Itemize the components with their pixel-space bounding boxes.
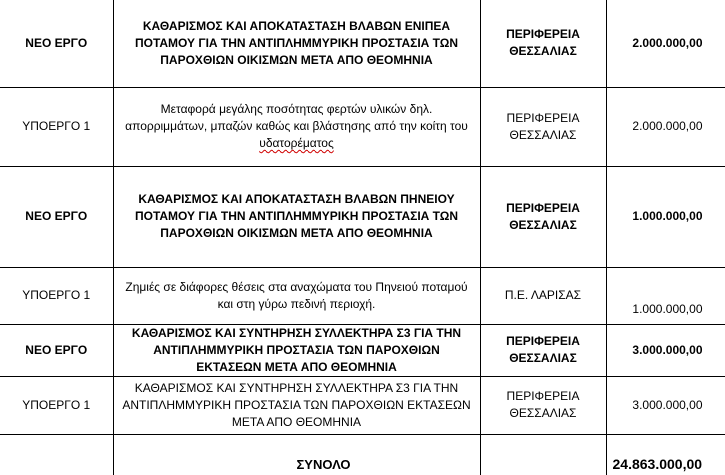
row-amount-cell: 3.000.000,00 <box>606 376 725 434</box>
table-row <box>0 267 725 324</box>
row-amount-cell: 2.000.000,00 <box>606 87 725 166</box>
row-authority-cell: ΠΕΡΙΦΕΡΕΙΑ ΘΕΣΣΑΛΙΑΣ <box>480 166 606 267</box>
table-row <box>0 376 725 434</box>
row-type-cell: ΥΠΟΕΡΓΟ 1 <box>0 87 113 166</box>
table-row <box>0 324 725 376</box>
row-description-cell: ΚΑΘΑΡΙΣΜΟΣ ΚΑΙ ΣΥΝΤΗΡΗΣΗ ΣΥΛΛΕΚΤΗΡΑ Σ3 ΓΙΑ ΤΗΝ ΑΝΤΙΠΛΗΜΜΥΡΙΚΗ ΠΡΟΣΤΑΣΙΑ ΤΩΝ ΠΑΡΟΧΘΙΩΝ ΕΚΤΑΣΕΩΝ ΜΕΤΑ ΑΠΟ ΘΕΟΜΗΝΙΑ <box>113 324 480 376</box>
row-type-cell: ΝΕΟ ΕΡΓΟ <box>0 0 113 87</box>
total-row <box>0 434 725 475</box>
total-empty-cell <box>0 434 113 475</box>
row-description-text: Μεταφορά μεγάλης ποσότητας φερτών υλικών δηλ. απορριμμάτων, μπαζών καθώς και βλάστησης από την κοίτη του <box>125 102 468 133</box>
table-row <box>0 87 725 166</box>
row-description-cell <box>113 87 480 166</box>
row-authority-cell: Π.Ε. ΛΑΡΙΣΑΣ <box>480 267 606 324</box>
row-type-cell: ΝΕΟ ΕΡΓΟ <box>0 166 113 267</box>
row-authority-cell: ΠΕΡΙΦΕΡΕΙΑ ΘΕΣΣΑΛΙΑΣ <box>480 376 606 434</box>
row-amount-cell: 1.000.000,00 <box>606 267 725 324</box>
row-authority-cell: ΠΕΡΙΦΕΡΕΙΑ ΘΕΣΣΑΛΙΑΣ <box>480 87 606 166</box>
total-amount: 24.863.000,00 <box>606 434 725 475</box>
row-description-cell: ΚΑΘΑΡΙΣΜΟΣ ΚΑΙ ΑΠΟΚΑΤΑΣΤΑΣΗ ΒΛΑΒΩΝ ΠΗΝΕΙΟΥ ΠΟΤΑΜΟΥ ΓΙΑ ΤΗΝ ΑΝΤΙΠΛΗΜΜΥΡΙΚΗ ΠΡΟΣΤΑΣΙΑ ΤΩΝ ΠΑΡΟΧΘΙΩΝ ΟΙΚΙΣΜΩΝ ΜΕΤΑ ΑΠΟ ΘΕΟΜΗΝΙΑ <box>113 166 480 267</box>
table-row <box>0 166 725 267</box>
row-amount-cell: 3.000.000,00 <box>606 324 725 376</box>
row-amount-cell: 2.000.000,00 <box>606 0 725 87</box>
row-description-cell: ΚΑΘΑΡΙΣΜΟΣ ΚΑΙ ΣΥΝΤΗΡΗΣΗ ΣΥΛΛΕΚΤΗΡΑ Σ3 ΓΙΑ ΤΗΝ ΑΝΤΙΠΛΗΜΜΥΡΙΚΗ ΠΡΟΣΤΑΣΙΑ ΤΩΝ ΠΑΡΟΧΘΙΩΝ ΕΚΤΑΣΕΩΝ ΜΕΤΑ ΑΠΟ ΘΕΟΜΗΝΙΑ <box>113 376 480 434</box>
total-empty-cell <box>480 434 606 475</box>
row-type-cell: ΥΠΟΕΡΓΟ 1 <box>0 267 113 324</box>
row-type-cell: ΝΕΟ ΕΡΓΟ <box>0 324 113 376</box>
row-description-cell: ΚΑΘΑΡΙΣΜΟΣ ΚΑΙ ΑΠΟΚΑΤΑΣΤΑΣΗ ΒΛΑΒΩΝ ΕΝΙΠΕΑ ΠΟΤΑΜΟΥ ΓΙΑ ΤΗΝ ΑΝΤΙΠΛΗΜΜΥΡΙΚΗ ΠΡΟΣΤΑΣΙΑ ΤΩΝ ΠΑΡΟΧΘΙΩΝ ΟΙΚΙΣΜΩΝ ΜΕΤΑ ΑΠΟ ΘΕΟΜΗΝΙΑ <box>113 0 480 87</box>
row-authority-cell: ΠΕΡΙΦΕΡΕΙΑ ΘΕΣΣΑΛΙΑΣ <box>480 0 606 87</box>
row-description-cell: Ζημιές σε διάφορες θέσεις στα αναχώματα του Πηνειού ποταμού και στη γύρω πεδινή περιοχή. <box>113 267 480 324</box>
row-type-cell: ΥΠΟΕΡΓΟ 1 <box>0 376 113 434</box>
row-amount-cell: 1.000.000,00 <box>606 166 725 267</box>
spellcheck-underlined-word: υδατορέματος <box>259 136 334 150</box>
table-row <box>0 0 725 87</box>
total-label: ΣΥΝΟΛΟ <box>113 434 480 475</box>
row-authority-cell: ΠΕΡΙΦΕΡΕΙΑ ΘΕΣΣΑΛΙΑΣ <box>480 324 606 376</box>
